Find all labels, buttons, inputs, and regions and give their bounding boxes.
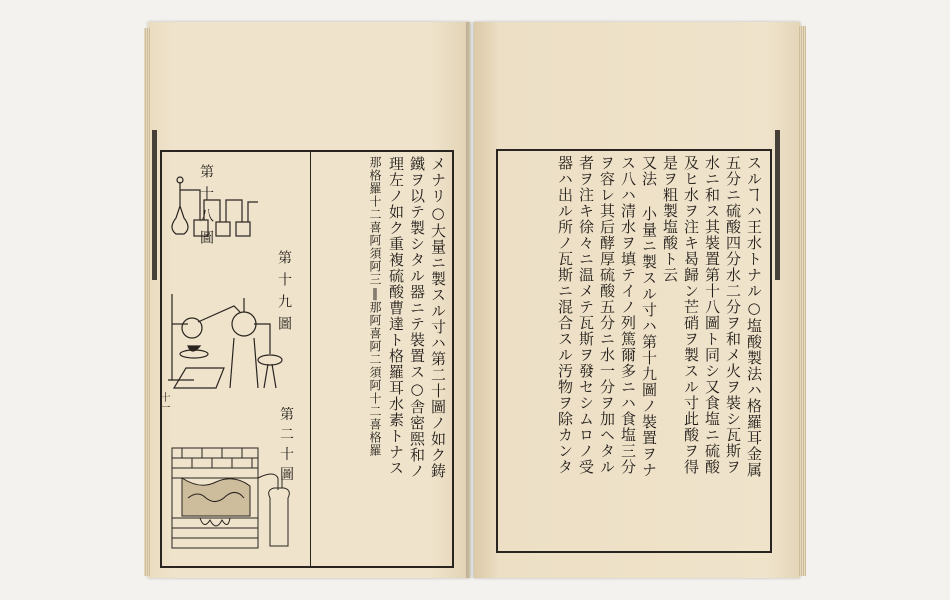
right-running-header-mark — [775, 130, 780, 280]
right-text-column: 及ヒ水ヲ注キ曷歸ン芒硝ヲ製スル寸此酸ヲ得 — [682, 155, 700, 475]
page-edges-right — [798, 26, 806, 576]
right-text-column: スルヿハ王水トナル○塩酸製法ハ格羅耳金属 — [745, 155, 763, 478]
left-page-number: 十一 — [158, 392, 169, 412]
right-text-column: 者ヲ注キ徐々ニ温メテ瓦斯ヲ發セシムロノ受 — [577, 155, 595, 475]
right-text-columns — [504, 155, 764, 547]
left-running-header-mark — [152, 130, 157, 280]
right-text-column: 水ニ和ス其裝置第十八圖ト同シ又食塩ニ硫酸 — [703, 155, 721, 475]
page-edges-left — [144, 28, 150, 576]
left-text-frame — [160, 150, 454, 568]
figure-20-furnace — [170, 438, 306, 554]
right-text-column: 五分ニ硫酸四分水二分ヲ和メ火ヲ裝シ瓦斯ヲ — [724, 155, 742, 475]
left-page — [148, 22, 470, 578]
right-text-frame — [496, 149, 772, 553]
right-text-column: ヲ容レ其后酵厚硫酸五分ニ水一分ヲ加ヘタル — [598, 155, 616, 475]
left-text-columns — [306, 156, 448, 562]
open-book — [148, 22, 800, 578]
left-text-column: 那格羅十二喜阿須阿三‖那阿喜阿二須阿十二喜格羅 — [368, 156, 382, 457]
right-text-column: 又法 小量ニ製スル寸ハ第十九圖ノ裝置ヲナ — [640, 155, 658, 478]
left-text-column: 鐵ヲ以テ製シタル器ニテ裝置ス○舎密煕和ノ — [408, 156, 426, 479]
figure-19-apparatus — [164, 284, 284, 406]
left-text-column: メナリ○大量ニ製スル寸ハ第二十圖ノ如ク鋳 — [429, 156, 447, 479]
figure-19-title: 第十九圖 — [276, 250, 292, 338]
figure-18-title: 第十八圖 — [198, 164, 214, 252]
figure-20-title: 第二十圖 — [280, 407, 298, 483]
right-text-column: ス八ハ清水ヲ填テイノ列篤爾多ニハ食塩三分 — [619, 155, 637, 475]
right-text-column: 是ヲ粗製塩酸ト云 — [661, 155, 679, 283]
right-text-column: 器ハ出ル所ノ瓦斯ニ混合スル汚物ヲ除カンタ — [556, 155, 574, 475]
figure-18-apparatus — [166, 170, 262, 242]
left-text-column: 理左ノ如ク重複硫酸曹達ト格羅耳水素トナス — [387, 156, 405, 476]
right-page — [474, 22, 800, 578]
figure-panel — [162, 152, 311, 566]
